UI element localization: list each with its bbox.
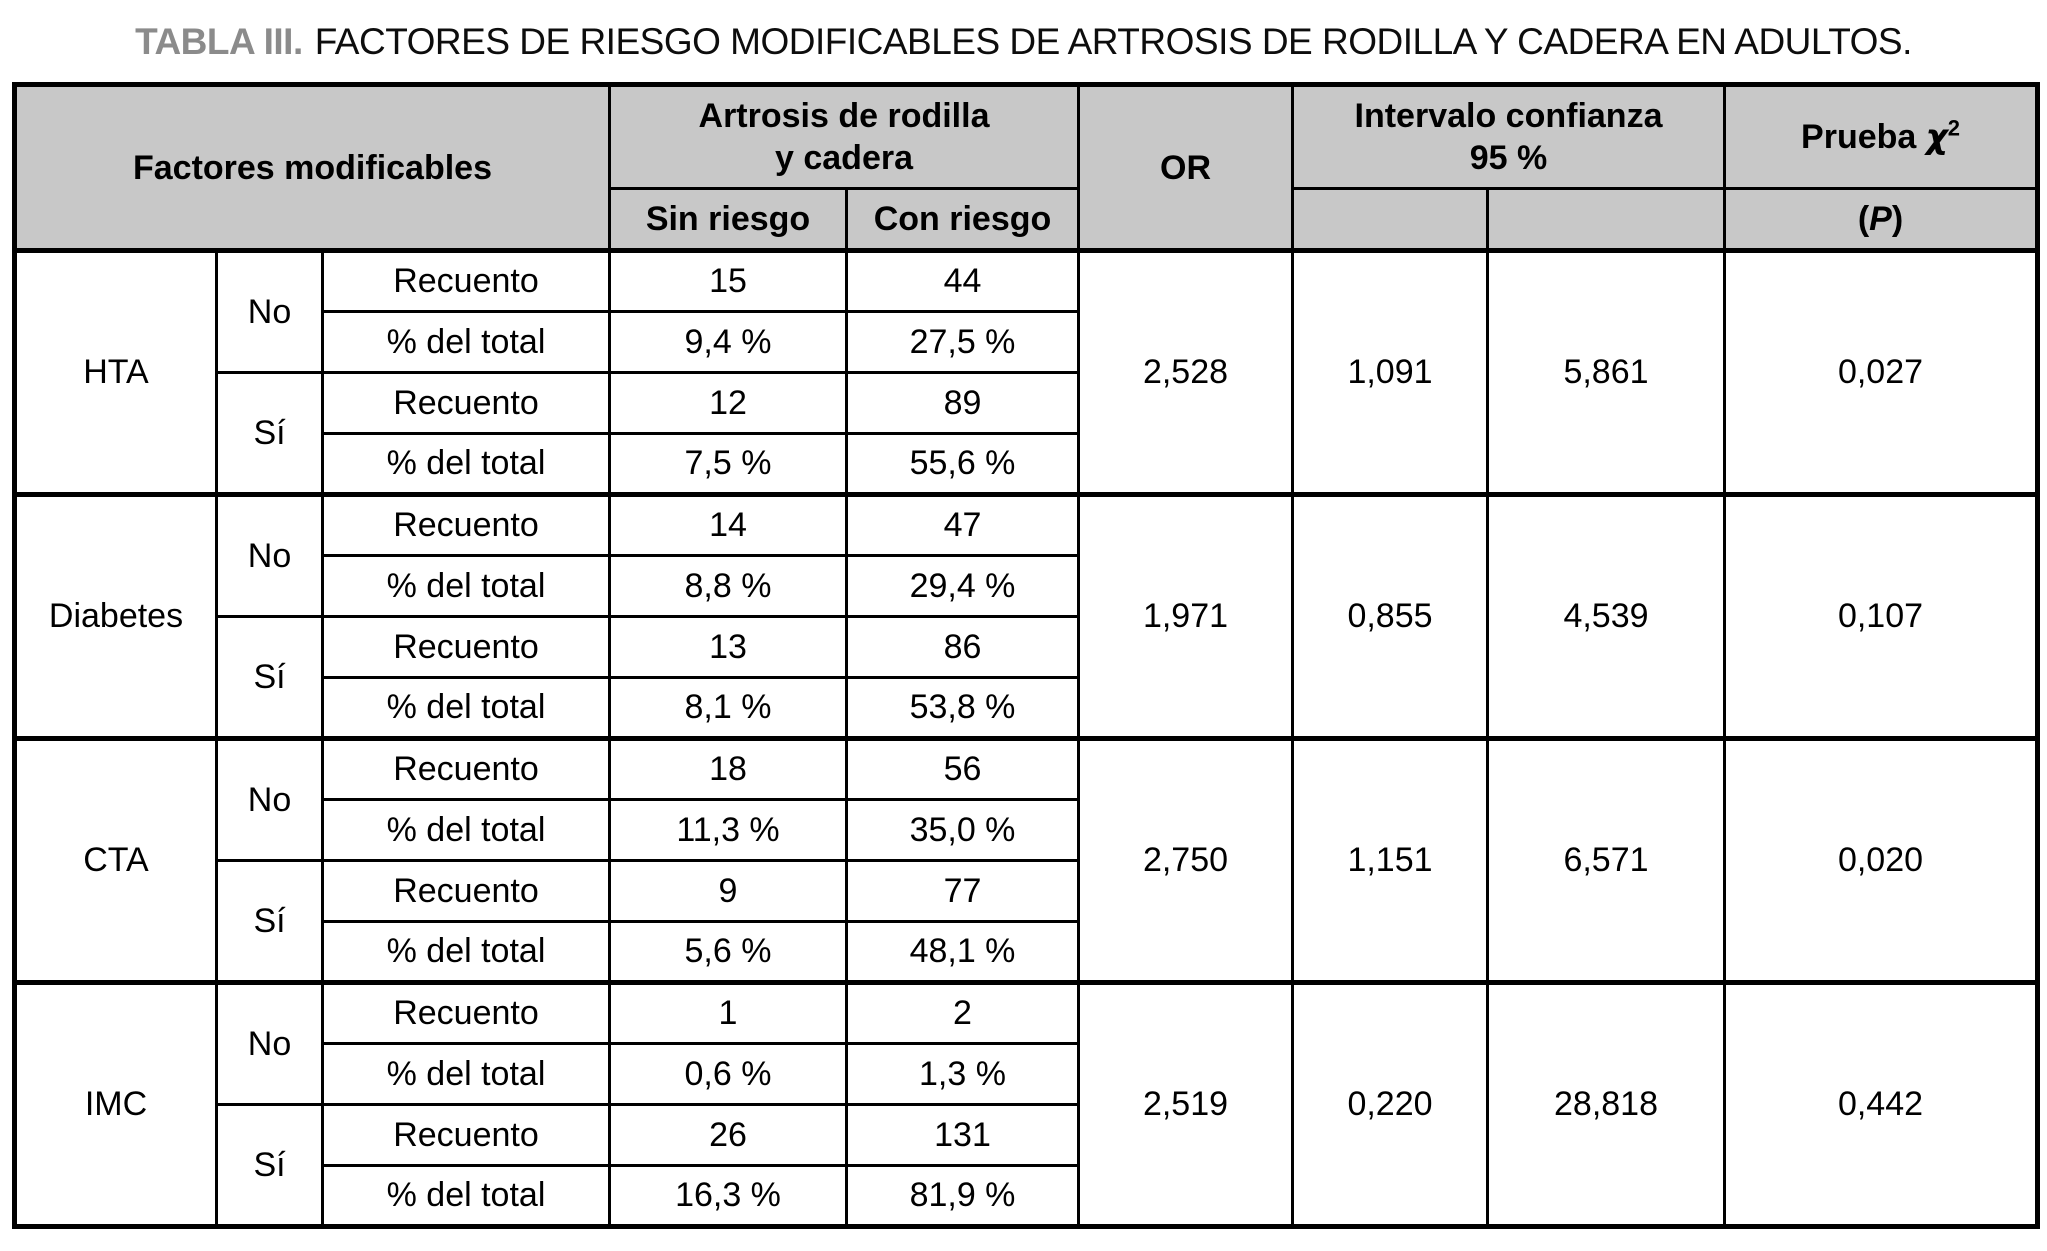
- sin-riesgo-value: 11,3 %: [610, 800, 847, 861]
- sin-riesgo-value: 1: [610, 983, 847, 1044]
- con-riesgo-value: 55,6 %: [847, 434, 1079, 495]
- header-artrosis: [610, 85, 1079, 189]
- con-riesgo-value: 56: [847, 739, 1079, 800]
- factor-name-cell: HTA: [15, 251, 217, 495]
- measure-label-cell: Recuento: [323, 617, 610, 678]
- p-open-paren: (: [1857, 200, 1870, 238]
- or-value: 1,971: [1079, 495, 1293, 739]
- sin-riesgo-value: 14: [610, 495, 847, 556]
- risk-factors-table: [12, 82, 2040, 1229]
- p-value: 0,107: [1725, 495, 2038, 739]
- header-con-riesgo: Con riesgo: [847, 189, 1079, 251]
- ci-superior-value: 5,861: [1488, 251, 1725, 495]
- header-intervalo: [1293, 85, 1725, 189]
- sin-riesgo-value: 7,5 %: [610, 434, 847, 495]
- table-caption: [0, 0, 2047, 64]
- sin-riesgo-value: 15: [610, 251, 847, 312]
- header-prueba-chi: [1725, 85, 2038, 189]
- table-row: [15, 739, 2038, 800]
- table-row: [15, 495, 2038, 556]
- measure-label-cell: Recuento: [323, 861, 610, 922]
- measure-label-cell: % del total: [323, 678, 610, 739]
- measure-label-cell: Recuento: [323, 739, 610, 800]
- con-riesgo-value: 48,1 %: [847, 922, 1079, 983]
- sin-riesgo-value: 9: [610, 861, 847, 922]
- yes-no-cell: Sí: [217, 373, 323, 495]
- measure-label-cell: Recuento: [323, 251, 610, 312]
- or-value: 2,750: [1079, 739, 1293, 983]
- yes-no-cell: Sí: [217, 1105, 323, 1227]
- measure-label-cell: Recuento: [323, 495, 610, 556]
- measure-label-cell: % del total: [323, 434, 610, 495]
- header-intervalo-line2: 95 %: [1469, 139, 1548, 177]
- ci-inferior-value: 0,855: [1293, 495, 1488, 739]
- header-inferior: [1293, 189, 1488, 251]
- sin-riesgo-value: 12: [610, 373, 847, 434]
- factor-name-cell: Diabetes: [15, 495, 217, 739]
- sin-riesgo-value: 18: [610, 739, 847, 800]
- header-superior: [1488, 189, 1725, 251]
- con-riesgo-value: 77: [847, 861, 1079, 922]
- measure-label-cell: % del total: [323, 922, 610, 983]
- table-caption-text: FACTORES DE RIESGO MODIFICABLES DE ARTROSIS DE RODILLA Y CADERA EN ADULTOS.: [314, 21, 1912, 62]
- measure-label-cell: % del total: [323, 312, 610, 373]
- con-riesgo-value: 44: [847, 251, 1079, 312]
- measure-label-cell: Recuento: [323, 983, 610, 1044]
- p-letter: P: [1869, 200, 1892, 238]
- p-value: 0,020: [1725, 739, 2038, 983]
- sin-riesgo-value: 5,6 %: [610, 922, 847, 983]
- ci-inferior-value: 1,151: [1293, 739, 1488, 983]
- sin-riesgo-value: 8,8 %: [610, 556, 847, 617]
- header-intervalo-line1: Intervalo confianza: [1354, 97, 1663, 135]
- header-row-1: [15, 85, 2038, 189]
- sin-riesgo-value: 13: [610, 617, 847, 678]
- con-riesgo-value: 29,4 %: [847, 556, 1079, 617]
- con-riesgo-value: 2: [847, 983, 1079, 1044]
- con-riesgo-value: 81,9 %: [847, 1166, 1079, 1227]
- con-riesgo-value: 27,5 %: [847, 312, 1079, 373]
- con-riesgo-value: 89: [847, 373, 1079, 434]
- yes-no-cell: No: [217, 739, 323, 861]
- ci-inferior-value: 1,091: [1293, 251, 1488, 495]
- table-row: [15, 251, 2038, 312]
- header-artrosis-line2: y cadera: [775, 139, 913, 177]
- header-prueba-label: Prueba: [1801, 118, 1917, 156]
- factor-name-cell: CTA: [15, 739, 217, 983]
- p-value: 0,442: [1725, 983, 2038, 1227]
- con-riesgo-value: 86: [847, 617, 1079, 678]
- ci-inferior-value: 0,220: [1293, 983, 1488, 1227]
- measure-label-cell: % del total: [323, 556, 610, 617]
- con-riesgo-value: 47: [847, 495, 1079, 556]
- con-riesgo-value: 1,3 %: [847, 1044, 1079, 1105]
- measure-label-cell: Recuento: [323, 1105, 610, 1166]
- measure-label-cell: Recuento: [323, 373, 610, 434]
- or-value: 2,528: [1079, 251, 1293, 495]
- measure-label-cell: % del total: [323, 800, 610, 861]
- sin-riesgo-value: 26: [610, 1105, 847, 1166]
- ci-superior-value: 6,571: [1488, 739, 1725, 983]
- header-artrosis-line1: Artrosis de rodilla: [698, 97, 990, 135]
- yes-no-cell: Sí: [217, 617, 323, 739]
- table-caption-label: TABLA III.: [135, 21, 303, 62]
- chi-exponent: 2: [1947, 115, 1960, 141]
- p-close-paren: ): [1891, 200, 1904, 238]
- factor-name-cell: IMC: [15, 983, 217, 1227]
- sin-riesgo-value: 9,4 %: [610, 312, 847, 373]
- con-riesgo-value: 131: [847, 1105, 1079, 1166]
- yes-no-cell: No: [217, 251, 323, 373]
- ci-superior-value: 4,539: [1488, 495, 1725, 739]
- header-or: OR: [1079, 85, 1293, 251]
- yes-no-cell: Sí: [217, 861, 323, 983]
- ci-superior-value: 28,818: [1488, 983, 1725, 1227]
- header-sin-riesgo: Sin riesgo: [610, 189, 847, 251]
- or-value: 2,519: [1079, 983, 1293, 1227]
- p-value: 0,027: [1725, 251, 2038, 495]
- sin-riesgo-value: 8,1 %: [610, 678, 847, 739]
- con-riesgo-value: 53,8 %: [847, 678, 1079, 739]
- yes-no-cell: No: [217, 495, 323, 617]
- sin-riesgo-value: 16,3 %: [610, 1166, 847, 1227]
- header-factores: Factores modificables: [15, 85, 610, 251]
- table-row: [15, 983, 2038, 1044]
- sin-riesgo-value: 0,6 %: [610, 1044, 847, 1105]
- chi-symbol: χ: [1925, 117, 1948, 157]
- measure-label-cell: % del total: [323, 1044, 610, 1105]
- header-p: [1725, 189, 2038, 251]
- yes-no-cell: No: [217, 983, 323, 1105]
- con-riesgo-value: 35,0 %: [847, 800, 1079, 861]
- measure-label-cell: % del total: [323, 1166, 610, 1227]
